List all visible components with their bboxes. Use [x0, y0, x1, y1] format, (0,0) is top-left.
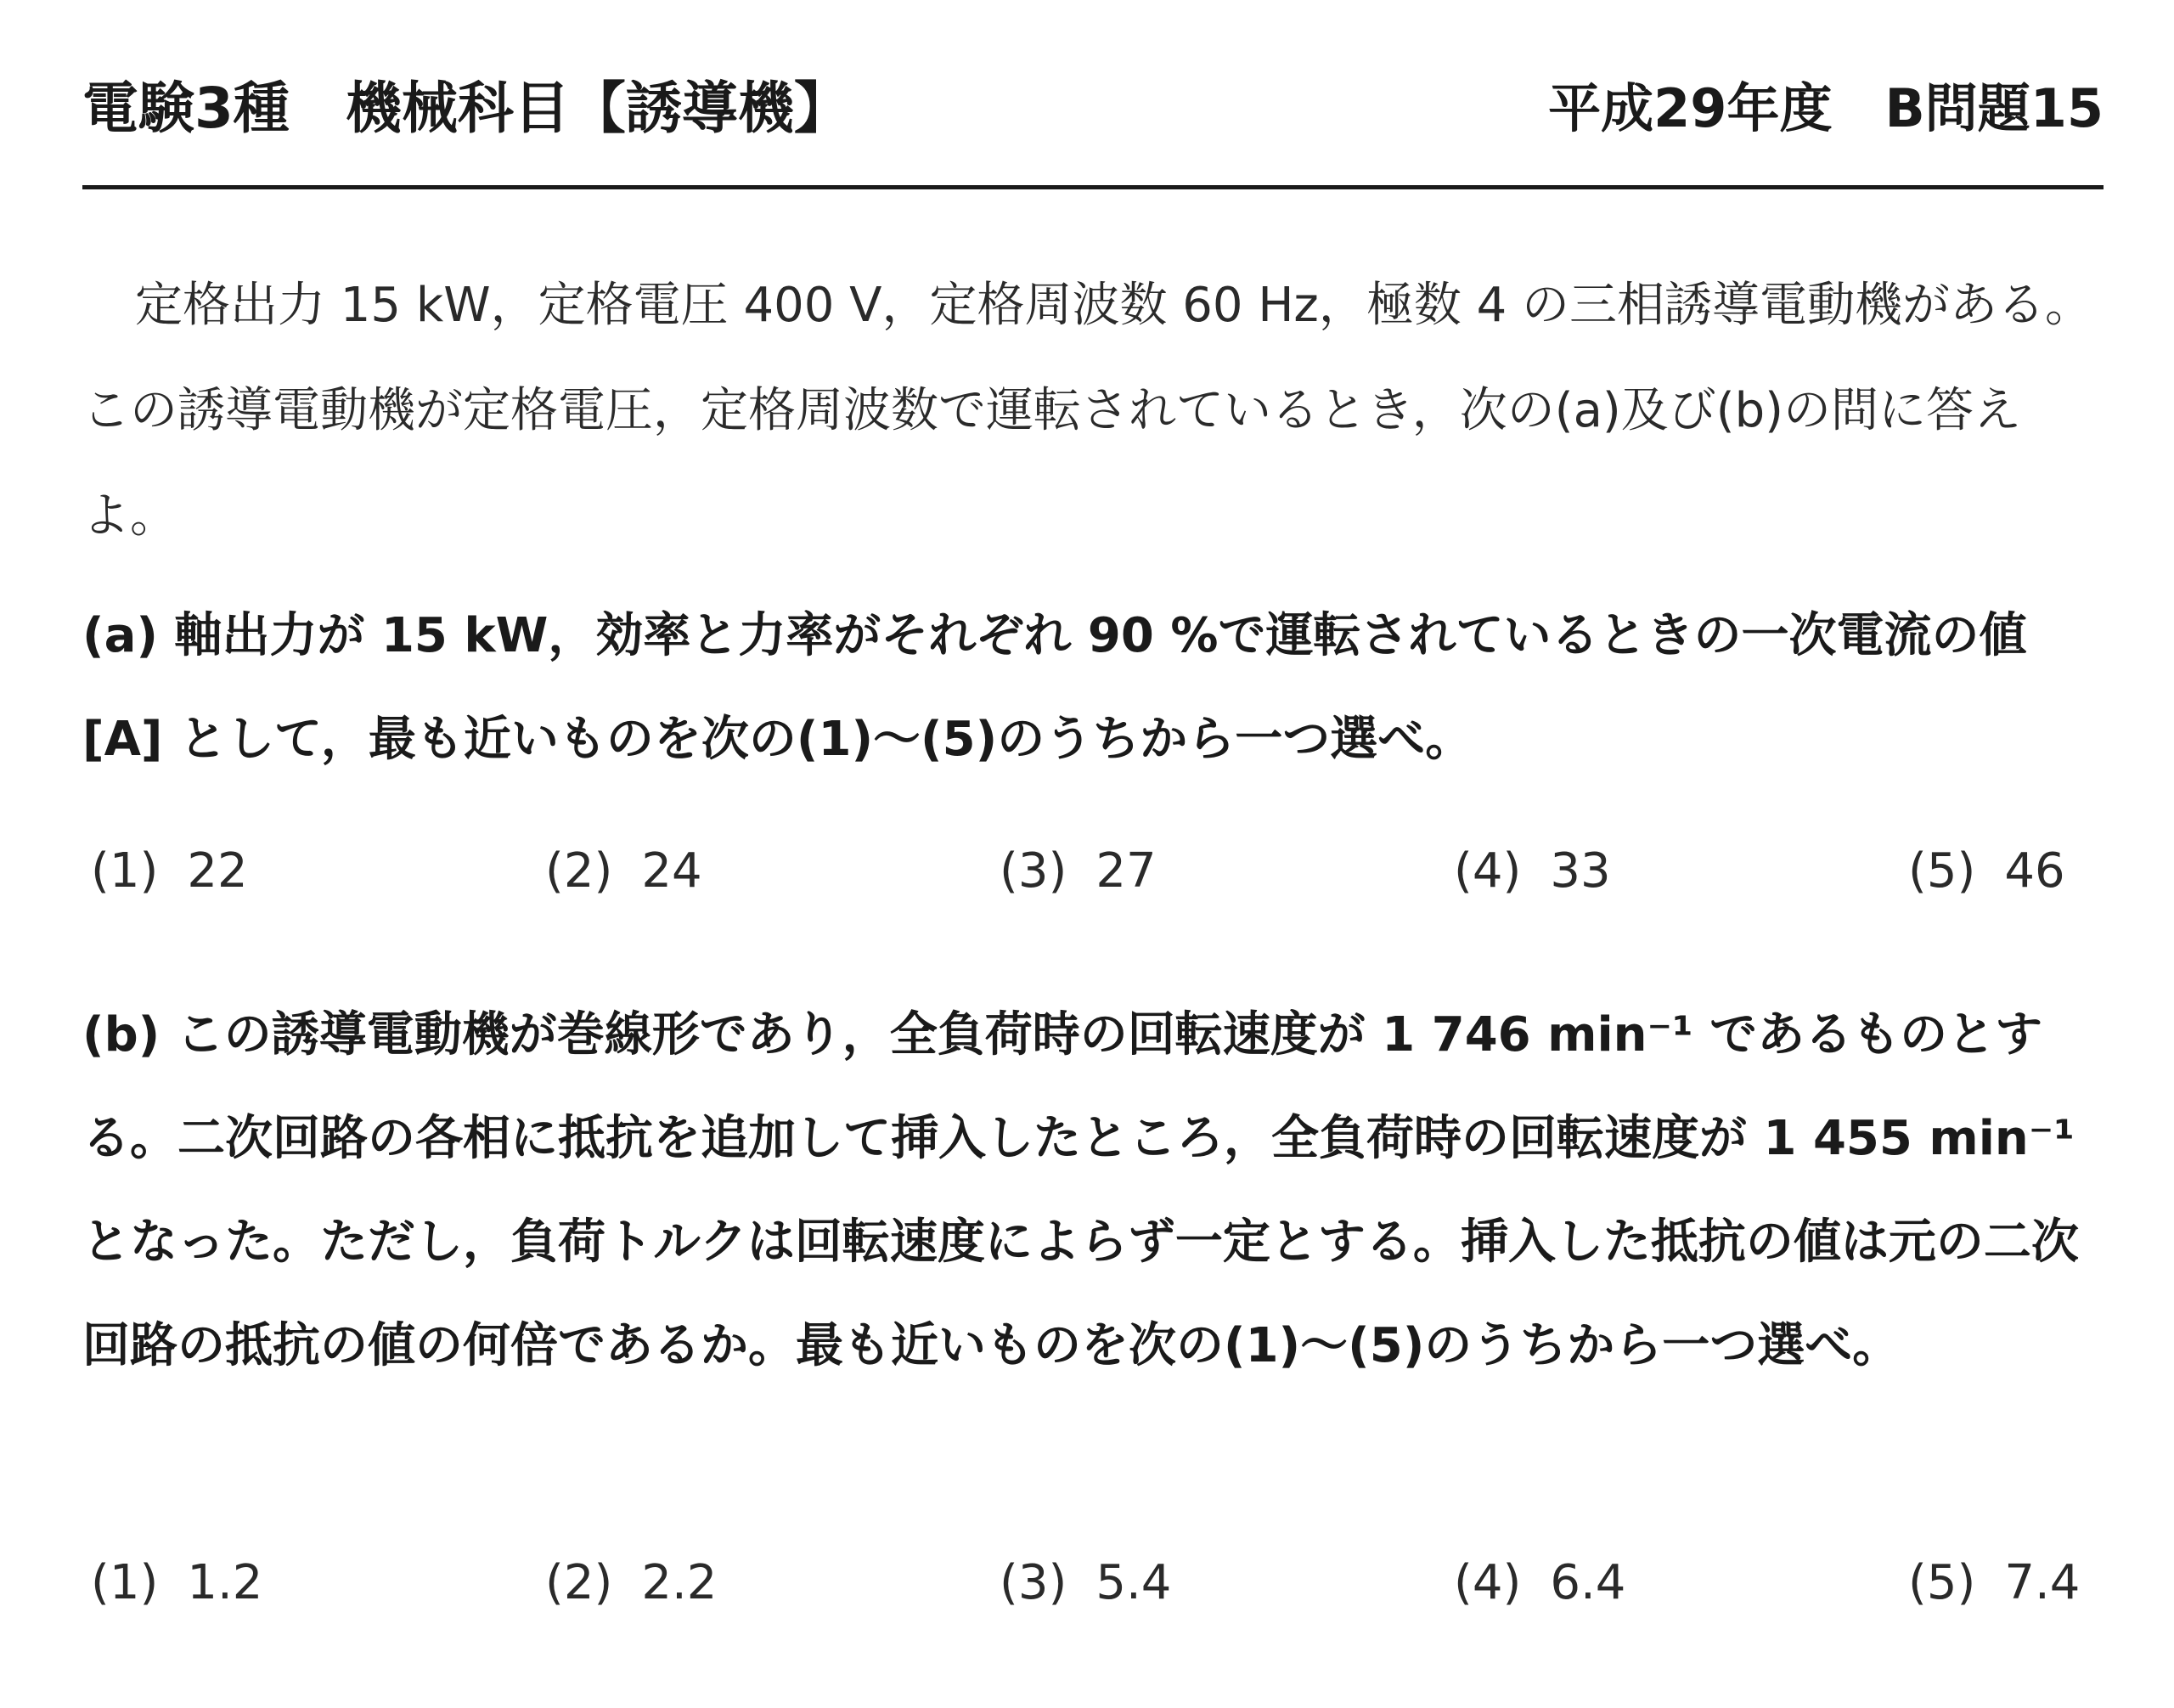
option-b-2	[545, 1541, 717, 1626]
option-number: (1)	[91, 1555, 159, 1610]
option-number: (2)	[545, 843, 613, 899]
option-b-1	[91, 1541, 262, 1626]
option-value: 7.4	[2004, 1555, 2081, 1610]
option-number: (3)	[1000, 1555, 1067, 1610]
option-value: 2.2	[641, 1555, 718, 1610]
option-number: (1)	[91, 843, 159, 899]
exam-label: 平成29年度 B問題15	[1548, 77, 2104, 139]
option-value: 33	[1550, 843, 1611, 899]
option-value: 6.4	[1550, 1555, 1626, 1610]
option-b-4	[1454, 1541, 1625, 1626]
option-number: (5)	[1908, 1555, 1976, 1610]
option-value: 5.4	[1095, 1555, 1172, 1610]
option-value: 24	[641, 843, 702, 899]
option-value: 27	[1095, 843, 1157, 899]
option-value: 22	[187, 843, 248, 899]
option-number: (5)	[1908, 843, 1976, 899]
option-a-2	[545, 829, 702, 914]
options-b	[82, 1541, 2104, 1626]
option-b-5	[1908, 1541, 2080, 1626]
option-a-3	[1000, 829, 1157, 914]
page-title: 電験3種 機械科目【誘導機】	[82, 76, 850, 141]
exam-page	[82, 0, 2104, 1708]
options-a	[82, 829, 2104, 914]
problem-intro: 定格出力 15 kW，定格電圧 400 V，定格周波数 60 Hz，極数 4 の三相誘導電動機がある。この誘導電動機が定格電圧，定格周波数で運転されているとき，次の(a)及び(b)の問に答えよ。	[82, 278, 2093, 544]
option-value: 46	[2004, 843, 2065, 899]
question-b: (b) この誘導電動機が巻線形であり，全負荷時の回転速度が 1 746 min⁻¹ であるものとする。二次回路の各相に抵抗を追加して挿入したところ，全負荷時の回転速度が 1 455 min⁻¹ となった。ただし，負荷トルクは回転速度によらず一定とする。挿入した抵抗の値は元の二次回路の抵抗の値の何倍であるか。最も近いものを次の(1)～(5)のうちから一つ選べ。	[82, 1007, 2079, 1373]
option-number: (3)	[1000, 843, 1067, 899]
header	[82, 66, 2104, 151]
option-a-1	[91, 829, 248, 914]
option-number: (2)	[545, 1555, 613, 1610]
option-number: (4)	[1454, 1555, 1522, 1610]
option-a-5	[1908, 829, 2065, 914]
option-a-4	[1454, 829, 1611, 914]
option-number: (4)	[1454, 843, 1522, 899]
header-divider	[82, 185, 2104, 189]
question-a: (a) 軸出力が 15 kW，効率と力率がそれぞれ 90 %で運転されているときの一次電流の値 [A] として，最も近いものを次の(1)～(5)のうちから一つ選べ。	[82, 608, 2027, 767]
option-value: 1.2	[187, 1555, 263, 1610]
option-b-3	[1000, 1541, 1171, 1626]
